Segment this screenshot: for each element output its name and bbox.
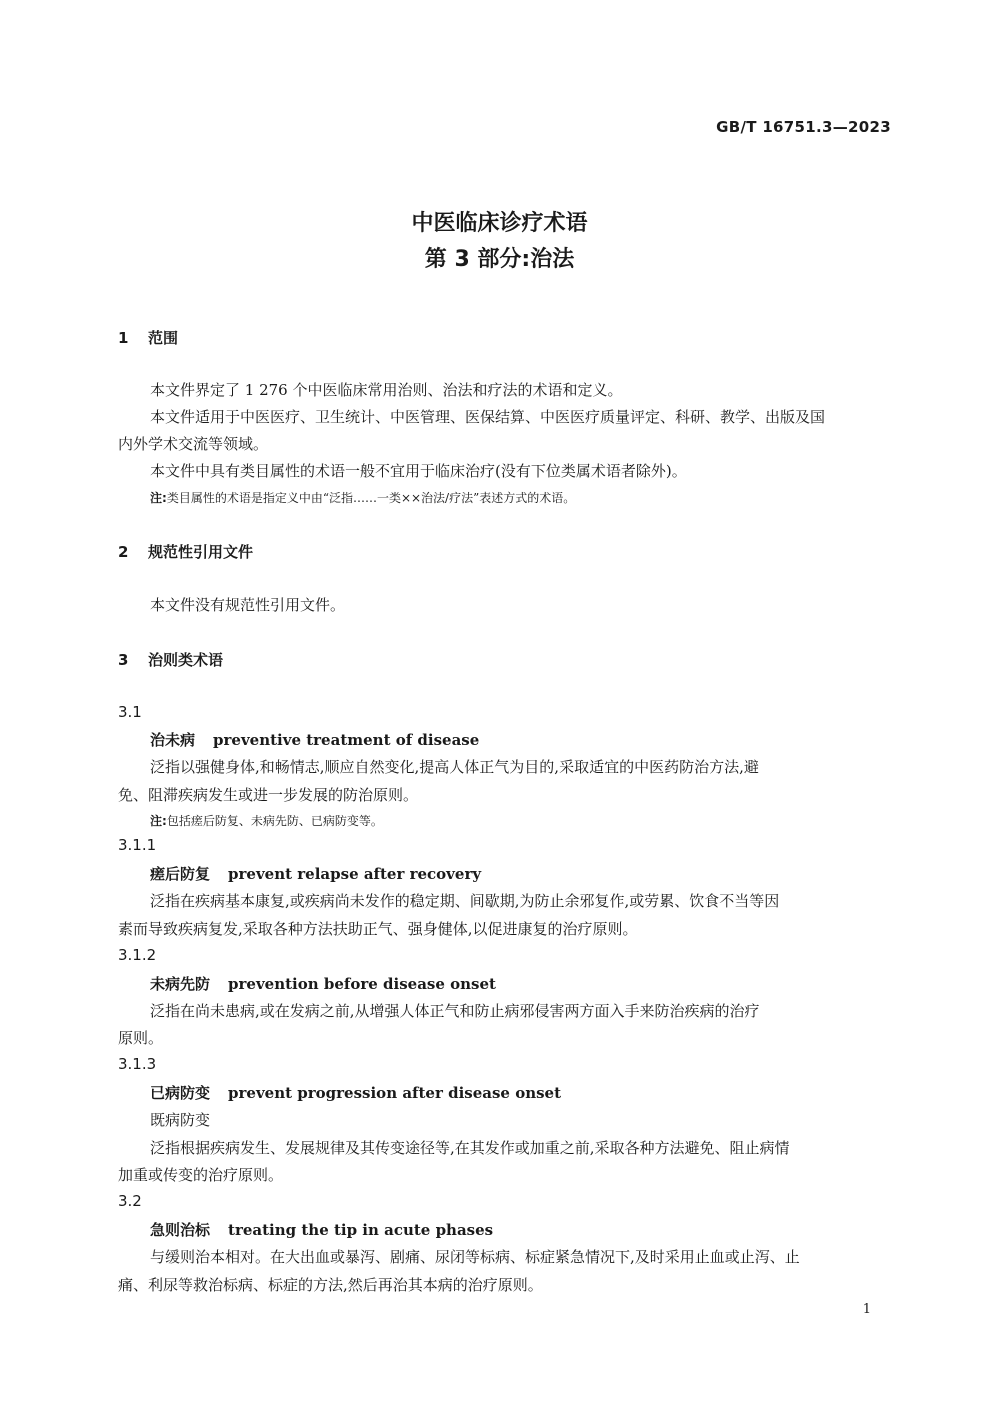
term-english: prevent relapse after recovery [228,865,482,883]
term-english: treating the tip in acute phases [228,1221,494,1239]
section-title: 治则类术语 [148,651,224,669]
note-label: 注: [150,814,167,828]
term-chinese: 未病先防 [150,975,211,993]
definition-continuation: 痛、利尿等救治标病、标症的方法,然后再治其本病的治疗原则。 [118,1276,543,1294]
paragraph: 本文件适用于中医医疗、卫生统计、中医管理、医保结算、中医医疗质量评定、科研、教学、出版及国 [150,408,826,426]
document-subtitle: 第 3 部分:治法 [424,247,575,272]
term-line [150,729,479,750]
entry-number: 3.1.2 [118,946,157,964]
term-chinese: 治未病 [150,731,196,749]
definition: 泛指在疾病基本康复,或疾病尚未发作的稳定期、间歇期,为防止余邪复作,或劳累、饮食不当等因 [150,892,780,910]
definition: 泛指以强健身体,和畅情志,顺应自然变化,提高人体正气为目的,采取适宜的中医药防治方法,避 [150,758,759,776]
term-line [150,863,481,884]
definition-continuation: 免、阻滞疾病发生或进一步发展的防治原则。 [118,786,419,804]
section-title: 范围 [148,329,179,347]
term-chinese: 瘥后防复 [150,865,211,883]
paragraph: 本文件中具有类目属性的术语一般不宜用于临床治疗(没有下位类属术语者除外)。 [150,462,687,480]
term-chinese: 已病防变 [150,1084,211,1102]
section-number: 2 [118,543,129,561]
entry-number: 3.1.3 [118,1055,157,1073]
definition-continuation: 原则。 [118,1029,164,1047]
term-english: preventive treatment of disease [213,731,480,749]
document-title: 中医临床诊疗术语 [411,211,588,236]
section-heading-normative-references [118,541,253,562]
definition: 泛指在尚未患病,或在发病之前,从增强人体正气和防止病邪侵害两方面入手来防治疾病的治疗 [150,1002,760,1020]
definition: 泛指根据疾病发生、发展规律及其传变途径等,在其发作或加重之前,采取各种方法避免、阻止病情 [150,1139,790,1157]
note-text: 类目属性的术语是指定义中由“泛指……一类××治法/疗法”表述方式的术语。 [166,491,576,505]
entry-number: 3.1.1 [118,836,157,854]
term-line [150,973,496,994]
note [150,812,383,829]
section-number: 1 [118,329,129,347]
term-english: prevent progression after disease onset [228,1084,562,1102]
definition: 与缓则治本相对。在大出血或暴泻、剧痛、尿闭等标病、标症紧急情况下,及时采用止血或止泻、止 [150,1248,800,1266]
entry-number: 3.2 [118,1192,142,1210]
section-title: 规范性引用文件 [148,543,254,561]
note-text: 包括瘥后防复、未病先防、已病防变等。 [166,814,383,828]
term-line [150,1082,561,1103]
term-chinese: 急则治标 [150,1221,211,1239]
definition-continuation: 加重或传变的治疗原则。 [118,1166,284,1184]
definition-continuation: 素而导致疾病复发,采取各种方法扶助正气、强身健体,以促进康复的治疗原则。 [118,920,638,938]
paragraph: 本文件界定了 1 276 个中医临床常用治则、治法和疗法的术语和定义。 [150,381,623,399]
section-heading-scope [118,327,178,348]
section-heading-treatment-principles [118,649,223,670]
paragraph: 本文件没有规范性引用文件。 [150,596,346,614]
entry-number: 3.1 [118,703,142,721]
section-number: 3 [118,651,129,669]
synonym: 既病防变 [150,1111,211,1129]
paragraph-continuation: 内外学术交流等领域。 [118,435,269,453]
note-label: 注: [150,491,167,505]
term-english: prevention before disease onset [228,975,496,993]
page-number: 1 [862,1302,871,1317]
note [150,489,575,506]
standard-code: GB/T 16751.3—2023 [716,118,891,136]
term-line [150,1219,493,1240]
